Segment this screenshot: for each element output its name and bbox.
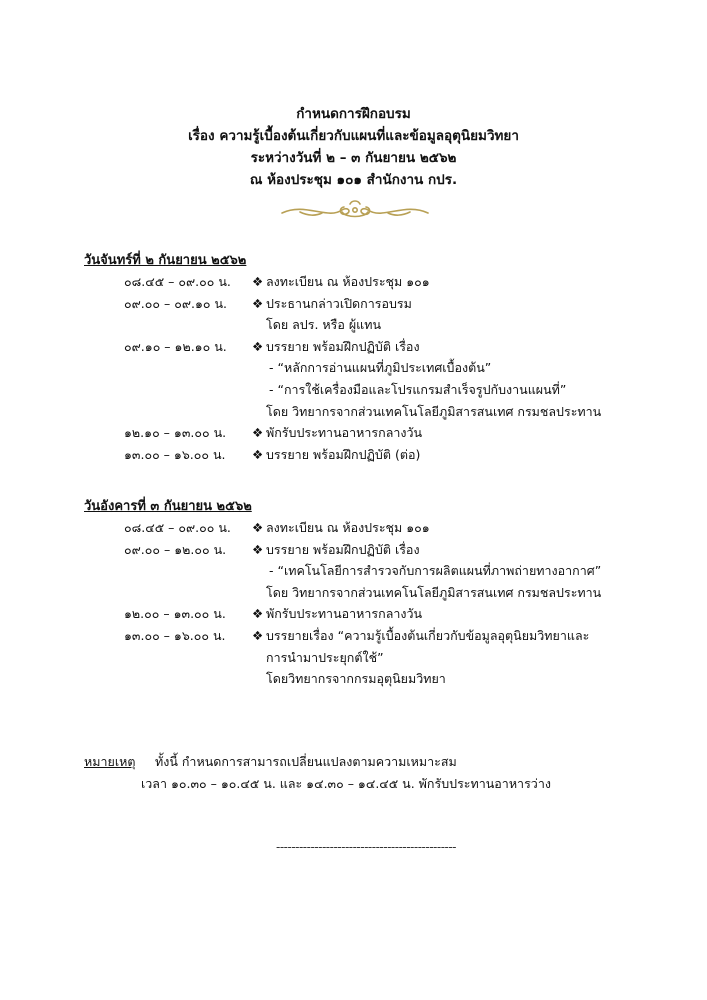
note-label: หมายเหตุ <box>84 754 136 769</box>
schedule-description: โดยวิทยากรจากกรมอุตุนิยมวิทยา <box>266 671 446 687</box>
schedule-row <box>0 272 707 292</box>
bullet-diamond-icon: ❖ <box>252 606 264 622</box>
schedule-time: ๐๙.๐๐ – ๐๙.๑๐ น. <box>124 295 228 311</box>
schedule-row <box>0 294 707 314</box>
schedule-description: พักรับประทานอาหารกลางวัน <box>266 425 423 441</box>
schedule-description: - “การใช้เครื่องมือและโปรแกรมสำเร็จรูปกับงานแผนที่” <box>269 382 567 397</box>
end-separator: ----------------------------------------------- <box>276 840 457 854</box>
schedule-description: ลงทะเบียน ณ ห้องประชุม ๑๐๑ <box>266 274 430 289</box>
decorative-ornament-icon <box>280 198 430 224</box>
bullet-diamond-icon: ❖ <box>252 295 264 311</box>
schedule-description: บรรยาย พร้อมฝึกปฏิบัติ เรื่อง <box>266 541 420 557</box>
schedule-row <box>0 358 707 378</box>
schedule-description: ลงทะเบียน ณ ห้องประชุม ๑๐๑ <box>266 520 430 535</box>
schedule-row <box>0 604 707 624</box>
bullet-diamond-icon: ❖ <box>252 446 264 462</box>
schedule-description: - “หลักการอ่านแผนที่ภูมิประเทศเบื้องต้น” <box>269 360 492 376</box>
schedule-description: โดย ลปร. หรือ ผู้แทน <box>266 317 381 333</box>
bullet-diamond-icon: ❖ <box>252 541 264 557</box>
day1-heading: วันจันทร์ที่ ๒ กันยายน ๒๕๖๒ <box>84 253 247 268</box>
schedule-row <box>0 337 707 357</box>
schedule-time: ๐๙.๐๐ – ๑๒.๐๐ น. <box>124 541 227 557</box>
schedule-time: ๐๘.๔๕ – ๐๙.๐๐ น. <box>124 520 231 535</box>
bullet-diamond-icon: ❖ <box>252 425 264 441</box>
schedule-row <box>0 445 707 465</box>
schedule-time: ๑๒.๑๐ – ๑๓.๐๐ น. <box>124 425 227 441</box>
schedule-row <box>0 518 707 538</box>
bullet-diamond-icon: ❖ <box>252 274 264 289</box>
schedule-description: ประธานกล่าวเปิดการอบรม <box>266 295 412 311</box>
schedule-description: บรรยาย พร้อมฝึกปฏิบัติ เรื่อง <box>266 338 420 354</box>
schedule-row <box>0 423 707 443</box>
title-line-1: กำหนดการฝึกอบรม <box>296 106 411 122</box>
schedule-row <box>0 402 707 422</box>
schedule-time: ๐๙.๑๐ – ๑๒.๑๐ น. <box>124 338 227 354</box>
note-line-2: เวลา ๑๐.๓๐ – ๑๐.๔๕ น. และ ๑๔.๓๐ – ๑๔.๔๕ น. พักรับประทานอาหารว่าง <box>141 776 551 791</box>
bullet-diamond-icon: ❖ <box>252 338 264 354</box>
title-line-2: เรื่อง ความรู้เบื้องต้นเกี่ยวกับแผนที่และข้อมูลอุตุนิยมวิทยา <box>188 128 519 144</box>
schedule-row <box>0 315 707 335</box>
note-line-1: ทั้งนี้ กำหนดการสามารถเปลี่ยนแปลงตามความเหมาะสม <box>155 754 457 769</box>
schedule-description: บรรยายเรื่อง “ความรู้เบื้องต้นเกี่ยวกับข้อมูลอุตุนิยมวิทยาและ <box>266 628 590 643</box>
schedule-row <box>0 648 707 668</box>
schedule-description: โดย วิทยากรจากส่วนเทคโนโลยีภูมิสารสนเทศ กรมชลประทาน <box>266 403 602 419</box>
day2-heading: วันอังคารที่ ๓ กันยายน ๒๕๖๒ <box>84 499 252 514</box>
schedule-time: ๑๓.๐๐ – ๑๖.๐๐ น. <box>124 628 226 643</box>
schedule-row <box>0 561 707 581</box>
schedule-description: พักรับประทานอาหารกลางวัน <box>266 606 423 622</box>
schedule-description: การนำมาประยุกต์ใช้” <box>266 649 384 665</box>
schedule-row <box>0 540 707 560</box>
title-line-3: ระหว่างวันที่ ๒ – ๓ กันยายน ๒๕๖๒ <box>250 150 457 166</box>
title-line-4: ณ ห้องประชุม ๑๐๑ สำนักงาน กปร. <box>249 172 458 188</box>
schedule-time: ๑๒.๐๐ – ๑๓.๐๐ น. <box>124 606 226 622</box>
schedule-row <box>0 583 707 603</box>
schedule-time: ๑๓.๐๐ – ๑๖.๐๐ น. <box>124 446 226 462</box>
schedule-description: - “เทคโนโลยีการสำรวจกับการผลิตแผนที่ภาพถ่ายทางอากาศ” <box>269 563 602 579</box>
schedule-description: บรรยาย พร้อมฝึกปฏิบัติ (ต่อ) <box>266 446 421 462</box>
schedule-time: ๐๘.๔๕ – ๐๙.๐๐ น. <box>124 274 231 289</box>
bullet-diamond-icon: ❖ <box>252 628 264 643</box>
schedule-row <box>0 380 707 400</box>
schedule-row <box>0 669 707 689</box>
schedule-description: โดย วิทยากรจากส่วนเทคโนโลยีภูมิสารสนเทศ กรมชลประทาน <box>266 584 602 600</box>
bullet-diamond-icon: ❖ <box>252 520 264 535</box>
schedule-row <box>0 626 707 646</box>
